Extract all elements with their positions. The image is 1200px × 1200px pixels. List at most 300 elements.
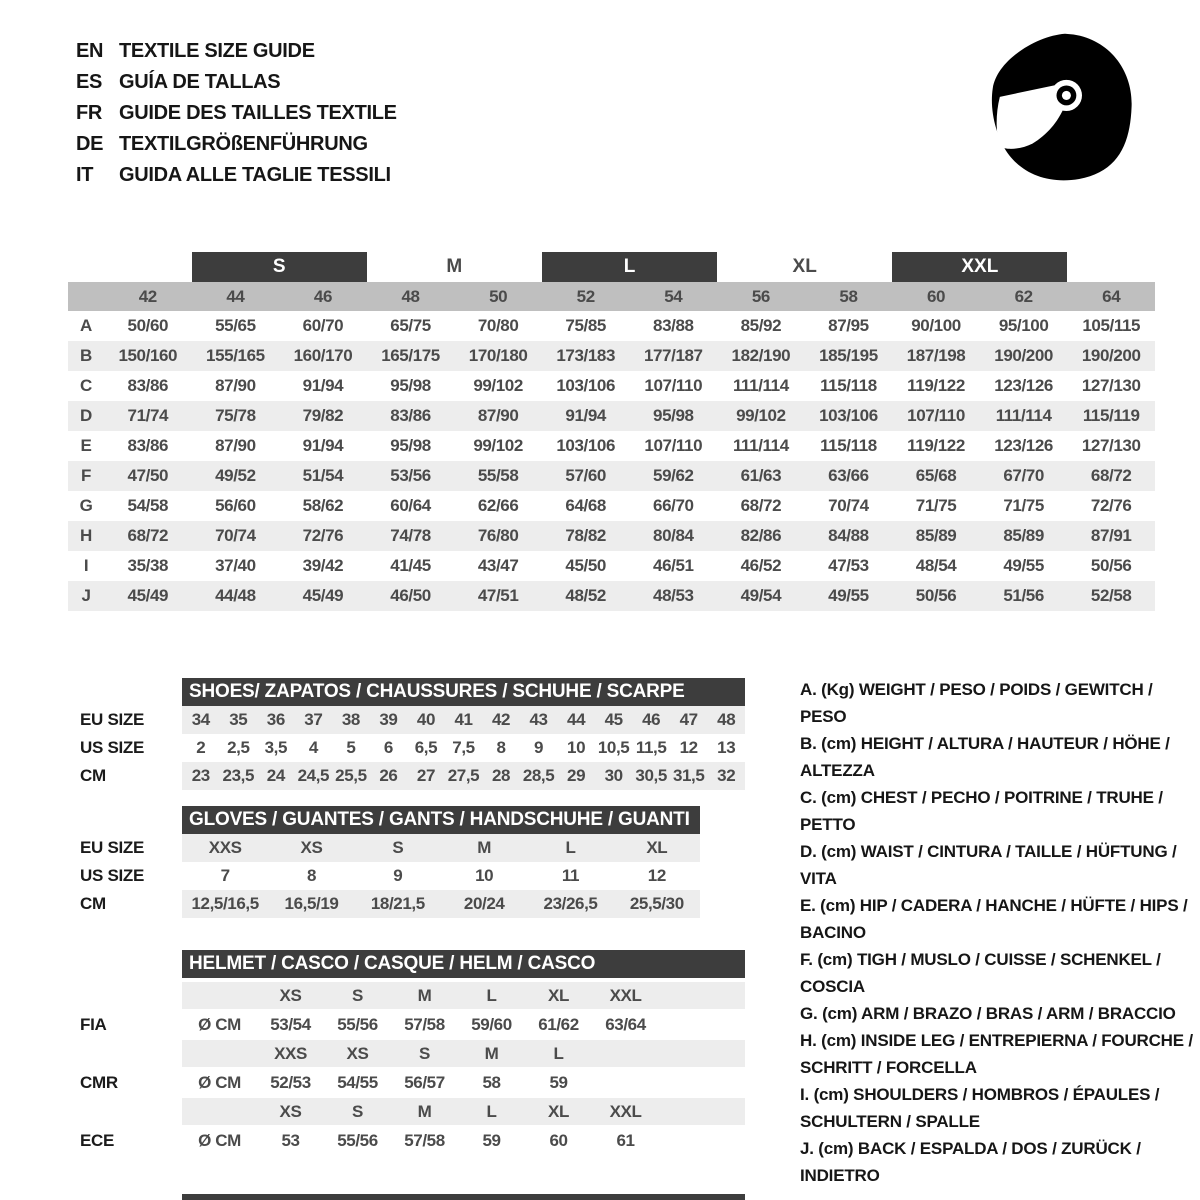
size-value: 190/200 [1081,346,1141,365]
size-value: 60/64 [390,496,431,515]
value-cell: L [565,838,576,857]
title-spacer [80,950,182,978]
unit-spacer [182,982,257,1009]
value-cell: 11,5 [635,738,667,757]
value-cell: 23/26,5 [543,894,598,913]
size-header: XS [346,1043,369,1063]
value-cell: 45 [604,710,623,729]
size-value: 119/122 [907,376,965,395]
size-value: 52/58 [1090,586,1132,605]
column-header: 50 [489,286,508,306]
legend-item: J. (cm) BACK / ESPALDA / DOS / ZURÜCK / INDIETRO [800,1139,1141,1185]
racing-helmet-icon [980,26,1150,196]
value-cell: 37 [304,710,323,729]
band-filler [659,1040,745,1067]
helmet-value-row [80,1009,745,1040]
size-value: 46/51 [653,556,694,575]
band-filler [659,982,745,1009]
row-label: B [80,346,92,365]
column-header: 60 [926,286,946,306]
value-cell: M [477,838,492,857]
size-value: 37/40 [215,556,256,575]
column-header: 56 [751,286,770,306]
size-value: 182/190 [731,346,791,365]
row-label: ECE [80,1130,115,1150]
size-value: 127/130 [1081,436,1141,455]
size-value: 58/62 [302,496,344,515]
row-values [182,862,700,890]
size-value: 111/114 [732,376,789,395]
size-value: 51/56 [1003,586,1044,605]
size-header: S [352,985,363,1005]
size-value: 49/55 [828,586,869,605]
size-value: 83/86 [390,406,431,425]
value-cell: 38 [341,710,360,729]
column-header: 46 [313,286,332,306]
language-title: TEXTILGRÖßENFÜHRUNG [119,133,368,155]
size-value: 76/80 [477,526,519,545]
size-value: 60/70 [302,316,344,335]
size-value: 91/94 [302,436,344,455]
helmet-values [182,1125,745,1156]
size-value: 57/58 [404,1014,445,1034]
value-cell: 3,5 [264,738,288,757]
size-header: L [486,1101,497,1121]
value-cell: 41 [454,710,473,729]
size-value: 115/118 [820,436,877,455]
size-group-xl: XL [792,256,817,277]
size-value: 55/56 [337,1014,378,1034]
shoes-table [80,678,745,790]
row-label: C [80,376,92,395]
value-cell: 47 [679,710,698,729]
size-group-s: S [192,252,367,282]
size-value: 46/52 [740,556,782,575]
size-value: 60 [549,1130,568,1150]
size-value: 45/49 [302,586,344,605]
row-label: EU SIZE [80,838,145,857]
size-table-row [68,431,1155,461]
value-cell: 25,5 [335,766,367,785]
size-value: 72/76 [1090,496,1132,515]
value-cell: 7,5 [452,738,475,757]
size-header: XXL [609,1101,642,1121]
size-value: 59/60 [471,1014,512,1034]
size-value: 72/76 [302,526,344,545]
value-cell: 9 [393,866,403,885]
value-cell: 2 [196,738,206,757]
value-cell: 8 [306,866,317,885]
value-cell: 11 [561,866,580,885]
size-value: 107/110 [644,436,703,455]
value-cell: 4 [308,738,318,757]
value-cell: S [392,838,404,857]
size-value: 71/74 [127,406,169,425]
row-values [182,890,700,918]
size-header: S [352,1101,363,1121]
size-value: 190/200 [994,346,1053,365]
row-values [182,734,745,762]
language-row [76,67,397,98]
gloves-table-body [80,834,700,918]
value-cell: 24,5 [297,766,330,785]
size-value: 65/75 [390,316,431,335]
size-value: 48/53 [653,586,694,605]
helmet-value-row [80,1125,745,1156]
size-group-l: L [542,252,717,282]
column-header: 52 [576,286,595,306]
size-value: 115/118 [820,376,877,395]
size-header: M [484,1043,499,1063]
legend-item: G. (cm) ARM / BRAZO / BRAS / ARM / BRACCIO [800,1004,1176,1023]
size-value: 53/54 [270,1014,311,1034]
size-header: L [486,985,497,1005]
row-label [80,1040,182,1067]
size-value: 48/54 [915,556,957,575]
size-value: 103/106 [819,406,878,425]
size-value: 95/100 [998,316,1049,335]
size-columns-band [68,282,1155,311]
language-code: DE [76,133,104,155]
value-cell: 29 [567,766,586,785]
language-code: EN [76,40,104,62]
helmet-table-title: HELMET / CASCO / CASQUE / HELM / CASCO [182,950,745,978]
size-value: 70/74 [828,496,869,515]
unit-label: Ø CM [198,1014,241,1034]
size-value: 61/62 [538,1014,579,1034]
size-value: 47/53 [828,556,869,575]
size-header: XS [279,1101,302,1121]
size-value: 111/114 [732,436,789,455]
column-header: 48 [401,286,420,306]
size-value: 173/183 [556,346,616,365]
row-label: H [80,526,92,545]
size-value: 150/160 [118,346,178,365]
value-cell: XS [300,838,323,857]
value-cell: XXS [208,838,242,857]
value-cell: 48 [717,710,736,729]
legend-item: E. (cm) HIP / CADERA / HANCHE / HÜFTE / HIPS / BACINO [800,896,1188,942]
row-filler [659,1009,745,1040]
row-label: F [81,466,91,485]
size-value: 87/95 [828,316,869,335]
size-value: 79/82 [302,406,344,425]
language-code: FR [76,102,103,124]
value-cell: 9 [534,738,544,757]
unit-spacer [182,1040,257,1067]
value-cell: 31,5 [672,766,705,785]
sub-table-row [80,734,745,762]
helmet-table-body [80,982,745,1156]
size-value: 66/70 [653,496,694,515]
legend-item: B. (cm) HEIGHT / ALTURA / HAUTEUR / HÖHE / ALTEZZA [800,734,1170,780]
size-value: 177/187 [643,346,703,365]
size-table-row [68,491,1155,521]
value-cell: 18/21,5 [370,894,425,913]
main-size-table [68,252,1155,611]
size-header: XL [548,985,569,1005]
row-label: J [81,586,91,605]
column-header: 42 [138,286,157,306]
size-value: 105/115 [1082,316,1141,335]
size-value: 85/89 [1003,526,1044,545]
size-value: 103/106 [556,376,616,395]
size-header: L [553,1043,564,1063]
size-header [592,1040,659,1067]
size-value: 87/90 [215,376,256,395]
language-code: ES [76,71,103,93]
legend-item: D. (cm) WAIST / CINTURA / TAILLE / HÜFTUNG / VITA [800,842,1177,888]
helmet-values [182,1067,745,1098]
row-filler [659,1125,745,1156]
value-cell: 42 [491,710,511,729]
column-header: 54 [664,286,683,306]
size-value: 49/54 [740,586,782,605]
size-value: 123/126 [994,436,1053,455]
value-cell: 6 [383,738,393,757]
size-value: 55/65 [215,316,256,335]
language-row [76,98,397,129]
size-value: 75/78 [215,406,256,425]
size-group-xxl: XXL [892,252,1067,282]
row-label [80,982,182,1009]
size-value: 55/56 [337,1130,378,1150]
size-value: 83/86 [127,376,169,395]
size-value: 71/75 [915,496,957,515]
language-row [76,160,397,191]
size-value: 58 [482,1072,501,1092]
value-cell: 44 [567,710,586,729]
size-value: 59 [549,1072,568,1092]
value-cell: 36 [266,710,285,729]
size-value: 185/195 [819,346,878,365]
row-values [182,834,700,862]
value-cell: 30,5 [635,766,667,785]
size-value: 50/56 [1090,556,1132,575]
row-values [182,762,745,790]
language-title: GUIDE DES TAILLES TEXTILE [119,102,397,124]
size-header: M [417,1101,432,1121]
row-label: EU SIZE [80,710,145,729]
size-value: 87/91 [1090,526,1132,545]
value-cell: 46 [642,710,661,729]
size-value: 61 [616,1130,635,1150]
size-value: 50/60 [127,316,169,335]
value-cell: 23,5 [222,766,255,785]
value-cell: 16,5/19 [284,894,339,913]
value-cell: 10 [567,738,586,757]
size-value: 51/54 [302,466,344,485]
size-value: 84/88 [828,526,869,545]
gloves-title-row [80,806,700,834]
size-value: 62/66 [477,496,519,515]
size-value: 68/72 [740,496,782,515]
size-value: 80/84 [653,526,694,545]
gloves-table-title: GLOVES / GUANTES / GANTS / HANDSCHUHE / GUANTI [182,806,700,834]
language-row [76,36,397,67]
value-cell: 28,5 [522,766,555,785]
size-value: 70/80 [477,316,519,335]
value-cell: 10 [475,866,494,885]
size-value: 44/48 [215,586,256,605]
value-cell: 43 [529,710,548,729]
size-table-row [68,401,1155,431]
row-label: A [80,316,92,335]
size-value: 71/75 [1003,496,1044,515]
value-cell: 25,5/30 [629,894,684,913]
sub-table-row [80,890,700,918]
size-value: 43/47 [477,556,519,575]
size-value: 55/58 [477,466,519,485]
value-cell: 8 [496,738,506,757]
column-header: 58 [839,286,858,306]
size-value: 107/110 [644,376,703,395]
language-title-block [76,36,397,191]
row-filler [659,1067,745,1098]
size-value: 90/100 [911,316,961,335]
legend-item: C. (cm) CHEST / PECHO / POITRINE / TRUHE / PETTO [800,788,1163,834]
size-header: XXS [274,1043,307,1063]
size-value: 95/98 [390,376,431,395]
value-cell: 27,5 [447,766,480,785]
sub-table-row [80,834,700,862]
size-value: 82/86 [740,526,782,545]
size-table-row [68,581,1155,611]
size-value: 39/42 [302,556,344,575]
row-label: D [80,406,92,425]
language-code: IT [76,164,94,186]
size-value: 61/63 [740,466,782,485]
size-value: 49/52 [215,466,256,485]
size-value: 68/72 [1090,466,1132,485]
value-cell: 24 [266,766,285,785]
size-table-row [68,551,1155,581]
size-value: 155/165 [206,346,265,365]
value-cell: 26 [379,766,398,785]
size-value: 63/66 [828,466,869,485]
size-value: 52/53 [270,1072,311,1092]
band-filler [659,1098,745,1125]
value-cell: 32 [717,766,736,785]
size-value [592,1067,659,1098]
language-row [76,129,397,160]
size-value: 99/102 [736,406,786,425]
value-cell: 13 [717,738,736,757]
size-value: 41/45 [390,556,431,575]
size-value: 70/74 [215,526,256,545]
helmet-size-band-row [80,1040,745,1067]
row-label [80,1098,182,1125]
value-cell: 39 [379,710,398,729]
size-value: 47/50 [127,466,169,485]
unit-label: Ø CM [198,1130,241,1150]
sub-table-row [80,762,745,790]
size-value: 68/72 [127,526,169,545]
helmet-value-row [80,1067,745,1098]
row-label: FIA [80,1014,107,1034]
unit-spacer [182,1098,257,1125]
size-value: 91/94 [302,376,344,395]
size-value: 127/130 [1081,376,1141,395]
row-label: CM [80,894,106,913]
size-value: 75/85 [565,316,606,335]
row-label: US SIZE [80,866,145,885]
size-value: 83/88 [653,316,694,335]
value-cell: 10,5 [597,738,630,757]
title-spacer [80,678,182,706]
legend-item: I. (cm) SHOULDERS / HOMBROS / ÉPAULES / SCHULTERN / SPALLE [800,1085,1160,1131]
helmet-table [80,950,745,1156]
value-cell: 30 [604,766,623,785]
size-table-row [68,461,1155,491]
row-label: I [83,556,89,575]
size-value: 54/58 [127,496,169,515]
value-cell: 6,5 [414,738,438,757]
size-value: 45/49 [127,586,169,605]
column-header: 62 [1014,286,1033,306]
size-header: M [417,985,432,1005]
value-cell: 23 [191,766,210,785]
size-value: 85/89 [915,526,957,545]
column-header: 44 [226,286,245,306]
size-value: 187/198 [906,346,966,365]
size-value: 115/119 [1082,406,1140,425]
value-cell: 27 [416,766,435,785]
value-cell: 12 [679,738,698,757]
size-value: 65/68 [915,466,957,485]
size-header: XXL [609,985,642,1005]
size-value: 85/92 [740,316,782,335]
value-cell: 34 [191,710,210,729]
size-value: 50/56 [915,586,957,605]
size-value: 74/78 [390,526,431,545]
size-value: 49/55 [1003,556,1044,575]
measurement-legend [800,676,1200,1189]
size-value: 170/180 [468,346,528,365]
sub-table-row [80,862,700,890]
size-value: 87/90 [477,406,519,425]
helmet-values [182,1009,745,1040]
size-value: 123/126 [994,376,1053,395]
language-title: TEXTILE SIZE GUIDE [119,40,315,62]
size-value: 119/122 [907,436,965,455]
helmet-size-band [182,1040,745,1067]
size-value: 63/64 [605,1014,646,1034]
value-cell: 5 [346,738,356,757]
sub-table-row [80,706,745,734]
size-group-m: M [446,256,463,277]
unit-label: Ø CM [198,1072,241,1092]
size-value: 107/110 [907,406,965,425]
size-value: 83/86 [127,436,169,455]
size-group-row [68,252,1155,282]
size-value: 99/102 [473,376,523,395]
size-value: 111/114 [995,406,1052,425]
row-label: US SIZE [80,738,145,757]
column-header: 64 [1102,286,1121,306]
language-title: GUÍA DE TALLAS [119,71,281,93]
size-value: 48/52 [565,586,606,605]
shoes-title-row [80,678,745,706]
size-value: 59 [482,1130,501,1150]
legend-item: A. (Kg) WEIGHT / PESO / POIDS / GEWITCH / PESO [800,680,1153,726]
size-table-body [68,311,1155,611]
language-title: GUIDA ALLE TAGLIE TESSILI [119,164,391,186]
shoes-table-body [80,706,745,790]
value-cell: 12,5/16,5 [191,894,259,913]
size-value: 59/62 [653,466,694,485]
size-value: 95/98 [653,406,694,425]
